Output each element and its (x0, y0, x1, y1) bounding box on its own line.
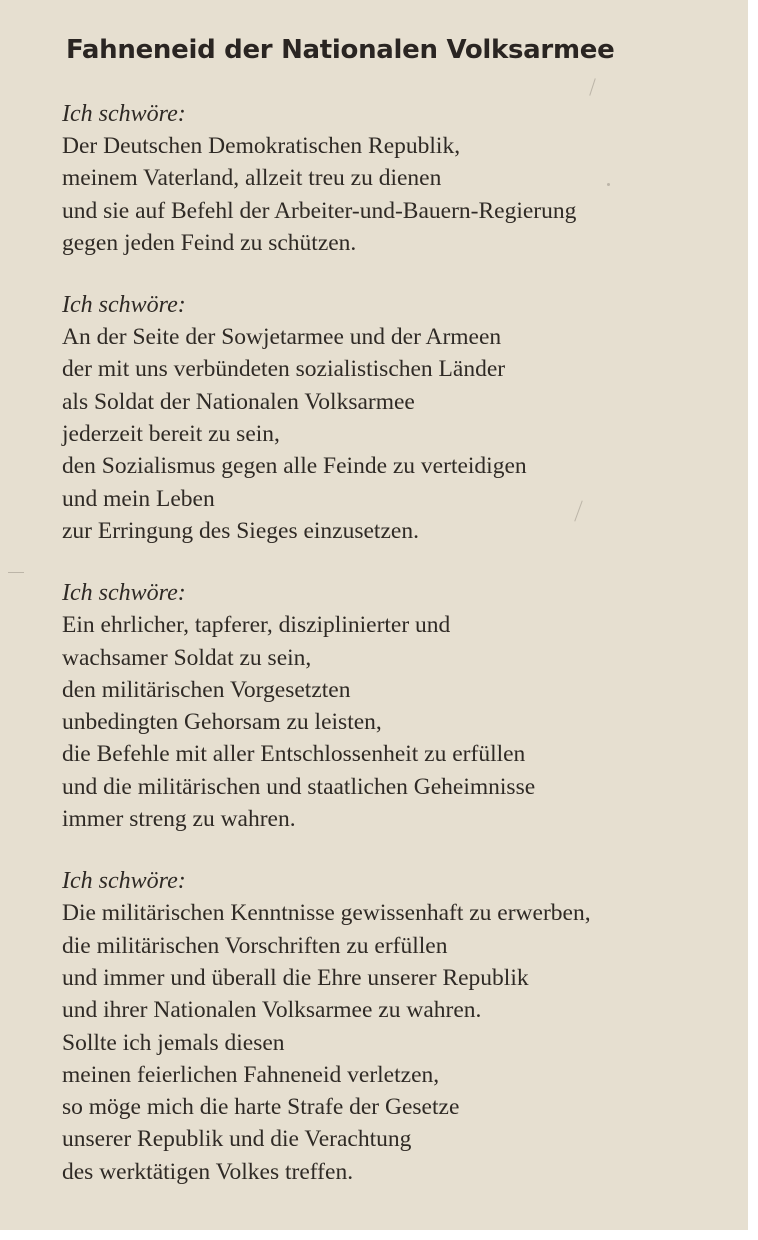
stanza-line: An der Seite der Sowjetarmee und der Armeen (62, 324, 502, 351)
stanza-line: und sie auf Befehl der Arbeiter-und-Bauern-Regierung (62, 197, 577, 224)
stanza-line: meinem Vaterland, allzeit treu zu dienen (62, 165, 442, 192)
oath-stanza-4 (62, 865, 728, 1188)
stanza-line: gegen jeden Feind zu schützen. (62, 229, 357, 256)
scan-speck (8, 572, 24, 573)
stanza-line: und die militärischen und staatlichen Geheimnisse (62, 773, 536, 800)
scan-speck (607, 183, 610, 186)
stanza-line: als Soldat der Nationalen Volksarmee (62, 388, 415, 415)
stanza-line: den Sozialismus gegen alle Feinde zu verteidigen (62, 453, 527, 480)
stanza-line: des werktätigen Volkes treffen. (62, 1158, 354, 1185)
stanza-line: jederzeit bereit zu sein, (62, 421, 280, 448)
stanza-line: die Befehle mit aller Entschlossenheit zu erfüllen (62, 741, 526, 768)
stanza-heading: Ich schwöre: (62, 868, 186, 895)
oath-stanza-3 (62, 577, 728, 835)
oath-stanza-2 (62, 289, 728, 547)
stanza-line: immer streng zu wahren. (62, 806, 296, 833)
stanza-line: Ein ehrlicher, tapferer, disziplinierter und (62, 612, 451, 639)
oath-stanza-1 (62, 98, 728, 259)
stanza-line: und immer und überall die Ehre unserer Republik (62, 964, 529, 991)
stanza-line: so möge mich die harte Strafe der Gesetze (62, 1094, 460, 1121)
stanza-line: zur Erringung des Sieges einzusetzen. (62, 517, 419, 544)
stanza-line: und mein Leben (62, 485, 215, 512)
stanza-line: Der Deutschen Demokratischen Republik, (62, 133, 461, 159)
stanza-heading: Ich schwöre: (62, 292, 186, 319)
oath-title: Fahneneid der Nationalen Volksarmee (66, 35, 615, 65)
scan-speck (589, 78, 596, 95)
stanza-line: den militärischen Vorgesetzten (62, 676, 351, 703)
stanza-heading: Ich schwöre: (62, 580, 186, 607)
stanza-line: Die militärischen Kenntnisse gewissenhaft zu erwerben, (62, 900, 591, 927)
stanza-line: Sollte ich jemals diesen (62, 1029, 285, 1056)
stanza-line: wachsamer Soldat zu sein, (62, 644, 312, 671)
stanza-line: und ihrer Nationalen Volksarmee zu wahren. (62, 997, 482, 1024)
stanza-line: unbedingten Gehorsam zu leisten, (62, 709, 382, 736)
stanza-line: meinen feierlichen Fahneneid verletzen, (62, 1061, 440, 1088)
stanza-line: unserer Republik und die Verachtung (62, 1126, 412, 1153)
stanza-line: der mit uns verbündeten sozialistischen Länder (62, 356, 506, 383)
stanza-heading: Ich schwöre: (62, 101, 186, 127)
stanza-line: die militärischen Vorschriften zu erfüllen (62, 932, 448, 959)
